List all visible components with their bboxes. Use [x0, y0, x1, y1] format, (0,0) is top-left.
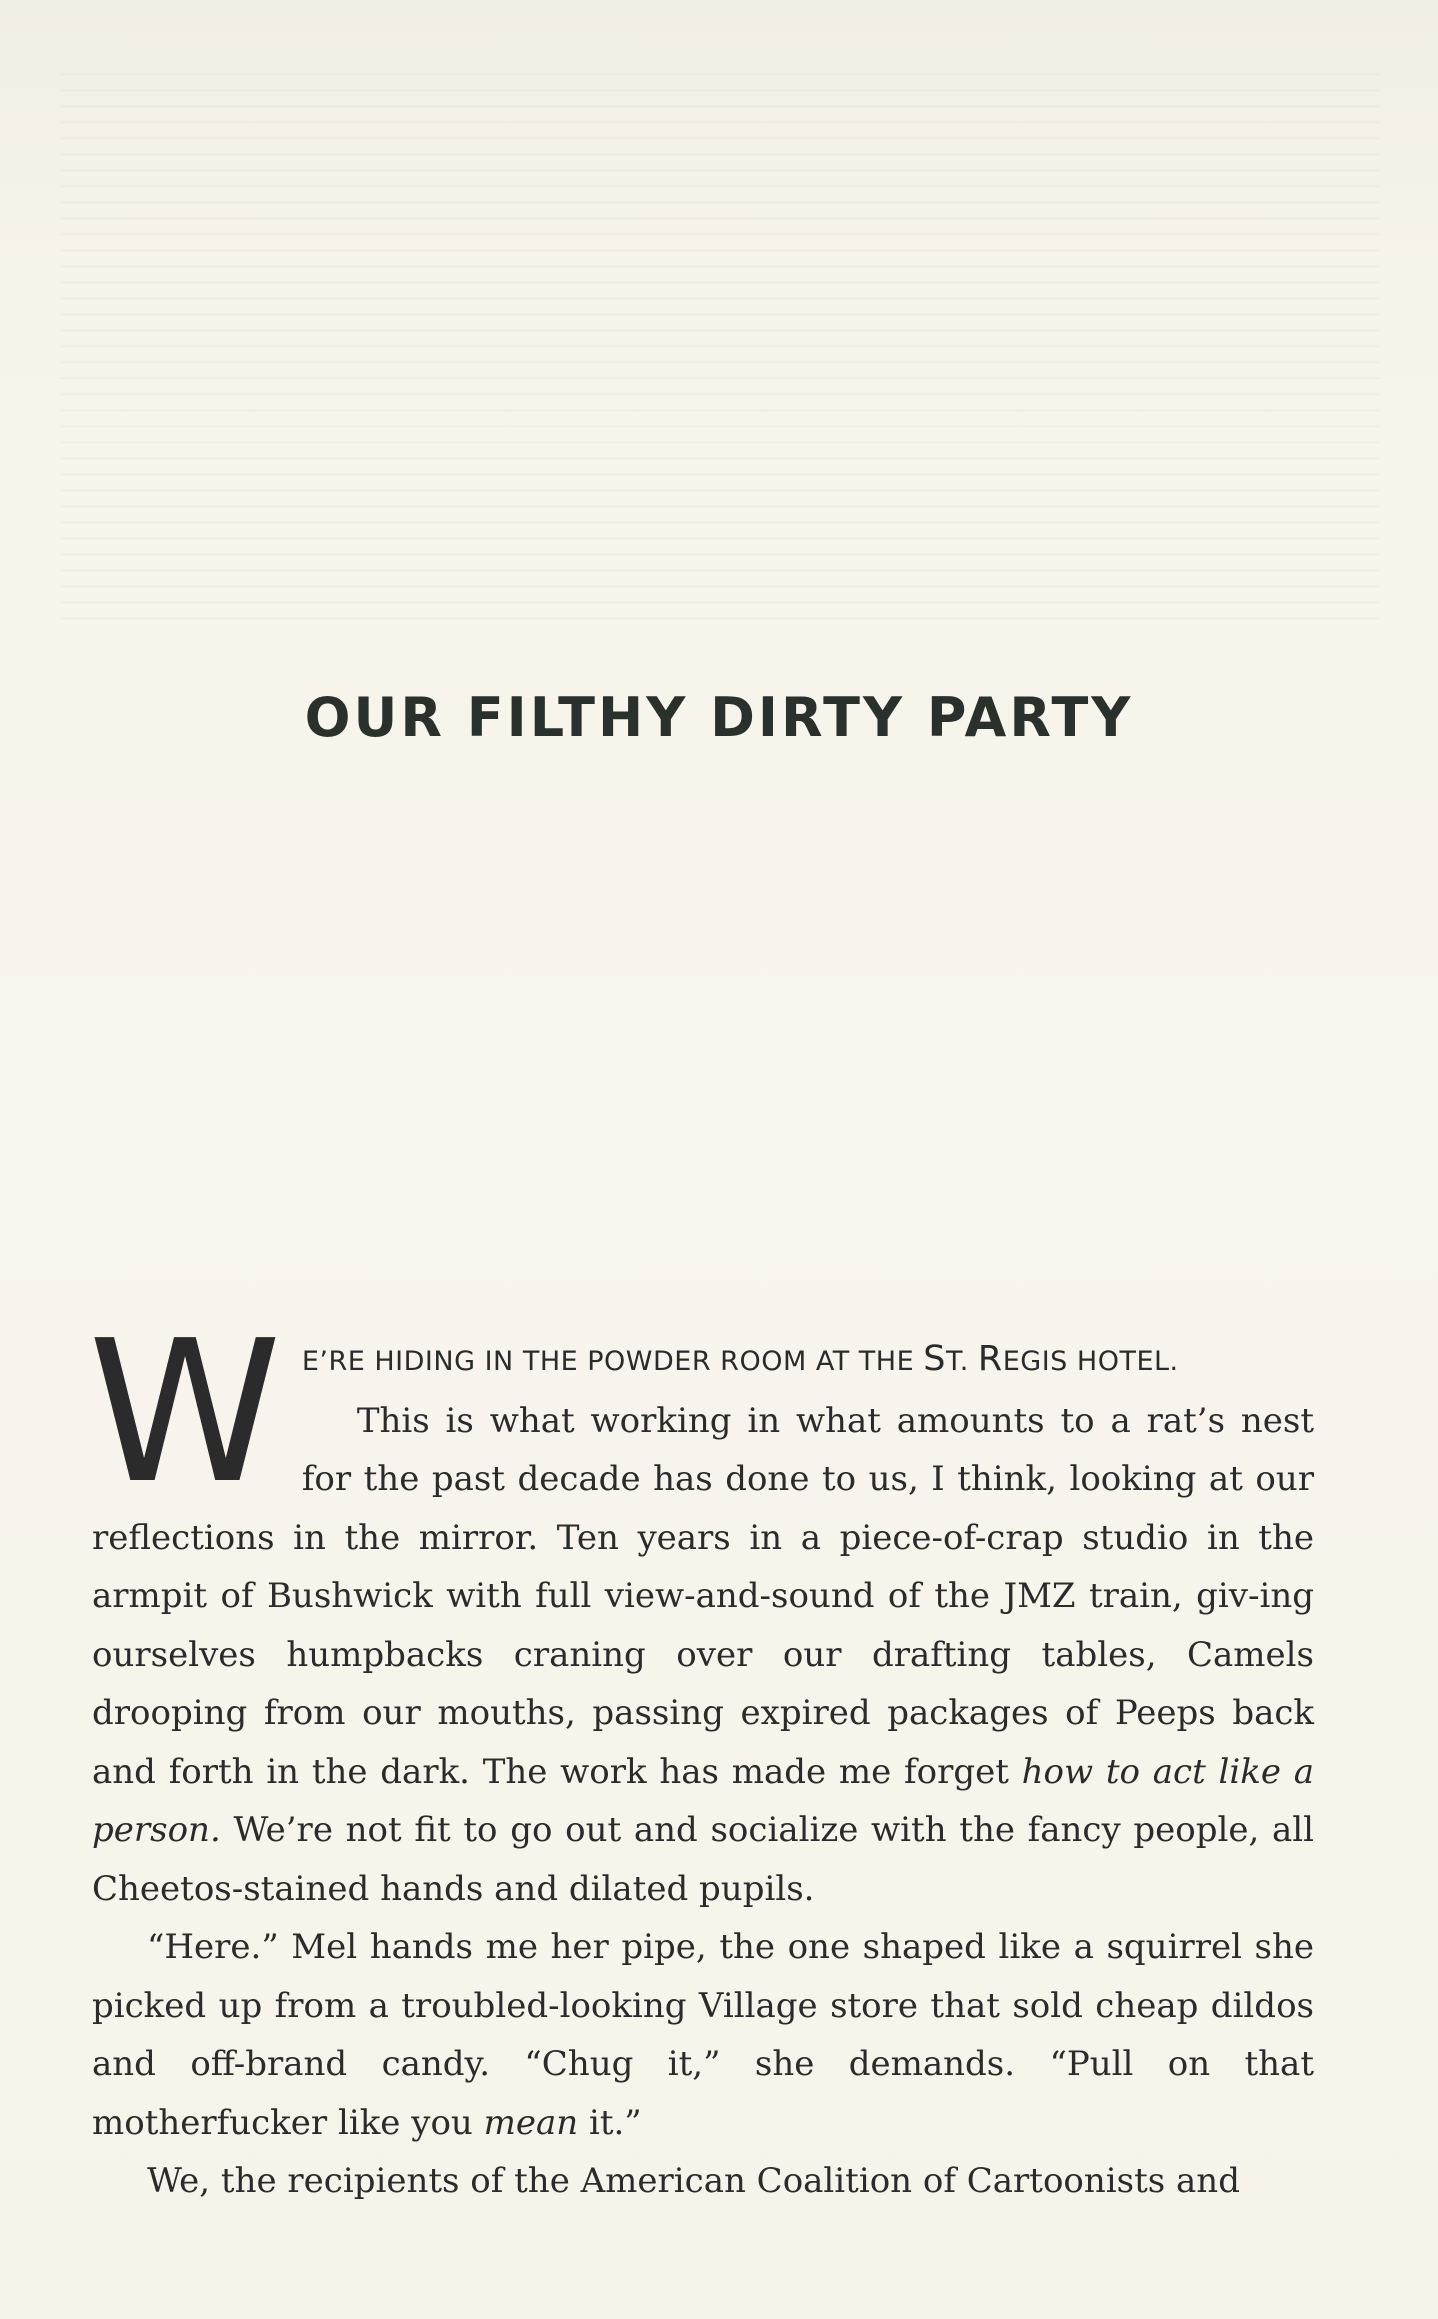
paragraph-2-text-b: it.” — [578, 2102, 642, 2143]
paper-texture — [60, 60, 1380, 620]
lead-text-c: T. — [945, 1346, 978, 1377]
paragraph-2-emphasis: mean — [483, 2102, 579, 2143]
chapter-title: OUR FILTHY DIRTY PARTY — [304, 686, 1134, 749]
lead-text-d: R — [977, 1339, 1003, 1379]
lead-text-b: S — [923, 1339, 946, 1379]
lead-text-e: EGIS HOTEL. — [1002, 1346, 1179, 1377]
paragraph-2 — [92, 1918, 1314, 2152]
chapter-body — [88, 1299, 1314, 2211]
paragraph-2-text-a: “Here.” Mel hands me her pipe, the one shaped like a squirrel she picked up from a troubled-looking Village store that sold cheap dildos and off-brand candy. “Chug it,” she demands. “Pull on that motherfucker like you — [92, 1927, 1314, 2143]
paragraph-1-text-b: We’re not fit to go out and socialize with the fancy people, all Cheetos-stained hands and dilated pupils. — [92, 1810, 1314, 1909]
paragraph-3: We, the recipients of the American Coalition of Cartoonists and — [147, 2161, 1240, 2201]
paragraph-1-emphasis: how to act like a person. — [92, 1751, 1314, 1850]
lead-text-a: E’RE HIDING IN THE POWDER ROOM AT THE — [301, 1346, 924, 1377]
drop-cap: W — [88, 1299, 282, 1527]
paragraph-1-text-a: This is what working in what amounts to a rat’s nest for the past decade has done to us, I think, looking at our reflections in the mirror. Ten years in a piece-of-crap studio in the armpit of Bushwick with full view-and-sound of the JMZ train, giv-ing ourselves humpbacks craning over our drafting tables, Camels drooping from our mouths, passing expired packages of Peeps back and forth in the dark. The work has made me forget — [92, 1400, 1314, 1792]
